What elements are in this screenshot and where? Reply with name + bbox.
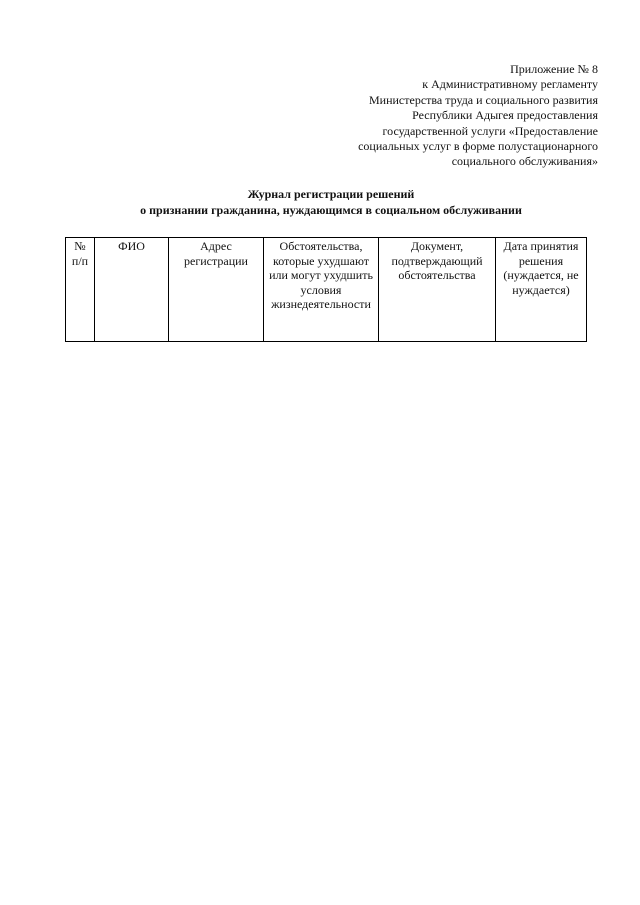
title-line-2: о признании гражданина, нуждающимся в социальном обслуживании: [140, 203, 522, 217]
appendix-line: социального обслуживания»: [451, 154, 598, 169]
column-header-address: Адрес регистрации: [169, 238, 264, 342]
column-header-number: № п/п: [66, 238, 95, 342]
appendix-line: Приложение № 8: [510, 62, 598, 76]
appendix-header: [268, 62, 598, 170]
appendix-line: государственной услуги «Предоставление: [382, 123, 598, 138]
appendix-line: Республики Адыгея предоставления: [412, 108, 598, 123]
journal-table: [65, 237, 587, 342]
document-title: [60, 186, 602, 218]
table-header-row: [66, 238, 587, 342]
column-header-circumstances: Обстоятельства, которые ухудшают или могут ухудшить условия жизнедеятельности: [264, 238, 379, 342]
column-header-decision-date: Дата принятия решения (нуждается, не нуждается): [496, 238, 587, 342]
title-line-1: Журнал регистрации решений: [247, 187, 415, 201]
column-header-document: Документ, подтверждающий обстоятельства: [379, 238, 496, 342]
appendix-line: социальных услуг в форме полустационарного: [358, 139, 598, 154]
appendix-line: к Административному регламенту: [422, 77, 598, 92]
appendix-line: Министерства труда и социального развития: [368, 92, 598, 107]
column-header-fio: ФИО: [95, 238, 169, 342]
